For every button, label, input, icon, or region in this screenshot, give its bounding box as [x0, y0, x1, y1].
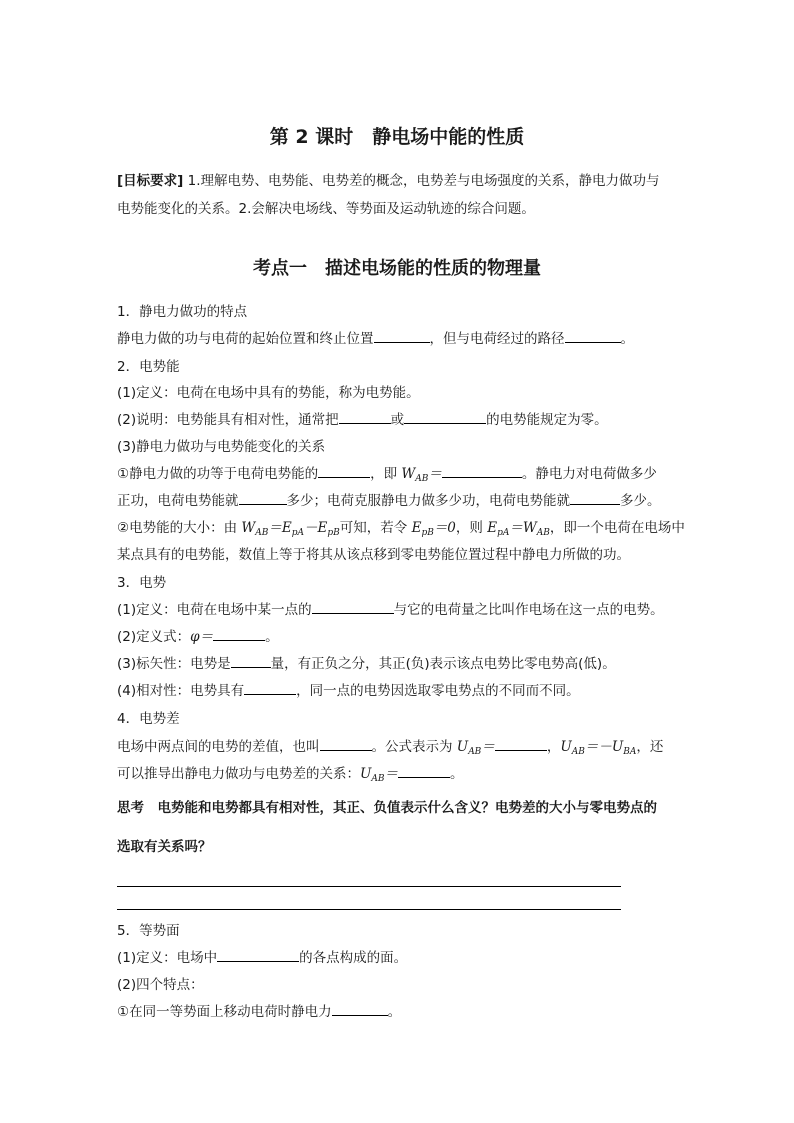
line-5-3	[117, 1002, 401, 1022]
text: 静电力做的功与电荷的起始位置和终止位置	[117, 331, 374, 347]
formula-epa-w: $E_{pA}=W_{AB}$	[487, 520, 550, 538]
text: ②电势能的大小：由	[117, 520, 242, 536]
fill-blank[interactable]	[318, 464, 370, 478]
goals-label: [目标要求]	[117, 173, 184, 189]
text: 。	[620, 331, 634, 347]
fill-blank[interactable]	[239, 491, 287, 505]
text: 多少；电荷克服静电力做多少功，电荷电势能就	[286, 493, 570, 509]
line-3-4	[117, 681, 580, 701]
text: (1)定义：电场中	[117, 950, 218, 966]
answer-line[interactable]	[117, 909, 621, 910]
text: 或	[390, 412, 405, 428]
text: ，还	[636, 739, 664, 755]
goals-line-1	[117, 171, 660, 191]
line-5-2: (2)四个特点：	[117, 977, 204, 993]
text: ，	[546, 739, 561, 755]
goals-text-1: 1.理解电势、电势能、电势差的概念，电势差与电场强度的关系，静电力做功与	[187, 173, 660, 189]
fill-blank[interactable]	[312, 600, 394, 614]
line-2-1: (1)定义：电荷在电场中具有的势能，称为电势能。	[117, 385, 420, 401]
text: 。公式表示为	[371, 739, 457, 755]
heading-2: 2．电势能	[117, 359, 180, 375]
fill-blank[interactable]	[398, 764, 450, 778]
line-3-2	[117, 627, 279, 647]
line-4-2	[117, 764, 464, 784]
fill-blank[interactable]	[495, 737, 547, 751]
heading-5: 5．等势面	[117, 923, 180, 939]
text: ，即一个电荷在电场中	[549, 520, 685, 536]
text: 可以推导出静电力做功与电势差的关系：	[117, 766, 360, 782]
fill-blank[interactable]	[231, 654, 271, 668]
page-title: 第 2 课时 静电场中能的性质	[269, 126, 525, 148]
text: 电场中两点间的电势的差值，也叫	[117, 739, 320, 755]
fill-blank[interactable]	[339, 410, 391, 424]
formula-w-ab: $W_{AB}=$	[401, 466, 442, 484]
text: 。静电力对电荷做多少	[521, 466, 657, 482]
line-2-3: (3)静电力做功与电势能变化的关系	[117, 439, 326, 455]
text: ①在同一等势面上移动电荷时静电力	[117, 1004, 332, 1020]
text: ，同一点的电势因选取零电势点的不同而不同。	[296, 683, 580, 699]
text: 量，有正负之分，其正(负)表示该点电势比零电势高(低)。	[270, 656, 616, 672]
text: (2)定义式：	[117, 629, 191, 645]
text: 可知，若令	[339, 520, 412, 536]
heading-4: 4．电势差	[117, 711, 180, 727]
text: 。	[450, 766, 464, 782]
fill-blank[interactable]	[213, 627, 265, 641]
line-2-2	[117, 410, 608, 430]
text: 正功，电荷电势能就	[117, 493, 239, 509]
text: 。	[265, 629, 279, 645]
think-line-2: 选取有关系吗？	[117, 839, 212, 855]
text: 的各点构成的面。	[299, 950, 408, 966]
text: ，即	[370, 466, 402, 482]
text: (1)定义：电荷在电场中某一点的	[117, 602, 312, 618]
line-3-3	[117, 654, 616, 674]
fill-blank[interactable]	[570, 491, 620, 505]
fill-blank[interactable]	[442, 464, 522, 478]
formula-u-ab-neg: $U_{AB}=-U_{BA}$	[560, 739, 637, 757]
formula-u-ab: $U_{AB}=$	[456, 739, 495, 757]
think-label: 思考	[117, 800, 144, 816]
heading-1: 1．静电力做功的特点	[117, 304, 248, 320]
text: 多少。	[620, 493, 661, 509]
text: 与它的电荷量之比叫作电场在这一点的电势。	[393, 602, 664, 618]
fill-blank[interactable]	[404, 410, 486, 424]
fill-blank[interactable]	[565, 329, 621, 343]
line-1-1	[117, 329, 634, 349]
text: (2)说明：电势能具有相对性，通常把	[117, 412, 339, 428]
line-2-6	[117, 518, 685, 538]
line-5-1	[117, 948, 407, 968]
heading-3: 3．电势	[117, 575, 167, 591]
formula-epb-zero: $E_{pB}=0$	[411, 520, 456, 538]
text: ，则	[455, 520, 488, 536]
text: ①静电力做的功等于电荷电势能的	[117, 466, 319, 482]
fill-blank[interactable]	[244, 681, 296, 695]
line-2-4	[117, 464, 657, 484]
think-text-1: 电势能和电势都具有相对性，其正、负值表示什么含义？电势差的大小与零电势点的	[157, 800, 657, 816]
think-line-1	[117, 798, 657, 818]
section-title: 考点一 描述电场能的性质的物理量	[253, 258, 541, 279]
line-2-7: 某点具有的电势能，数值上等于将其从该点移到零电势能位置过程中静电力所做的功。	[117, 547, 630, 563]
fill-blank[interactable]	[332, 1002, 388, 1016]
answer-line[interactable]	[117, 886, 621, 887]
line-2-5	[117, 491, 661, 511]
formula-u-ab-2: $U_{AB}=$	[360, 766, 399, 784]
formula-w-eq-e: $W_{AB}=E_{pA}-E_{pB}$	[241, 520, 340, 538]
line-4-1	[117, 737, 663, 757]
formula-phi: φ＝	[190, 629, 214, 645]
fill-blank[interactable]	[320, 737, 372, 751]
text: (4)相对性：电势具有	[117, 683, 245, 699]
text: ，但与电荷经过的路径	[429, 331, 565, 347]
fill-blank[interactable]	[374, 329, 430, 343]
fill-blank[interactable]	[217, 948, 299, 962]
goals-line-2: 电势能变化的关系。2.会解决电场线、等势面及运动轨迹的综合问题。	[117, 201, 535, 217]
line-3-1	[117, 600, 664, 620]
text: (3)标矢性：电势是	[117, 656, 231, 672]
text: 的电势能规定为零。	[486, 412, 608, 428]
text: 。	[387, 1004, 402, 1020]
